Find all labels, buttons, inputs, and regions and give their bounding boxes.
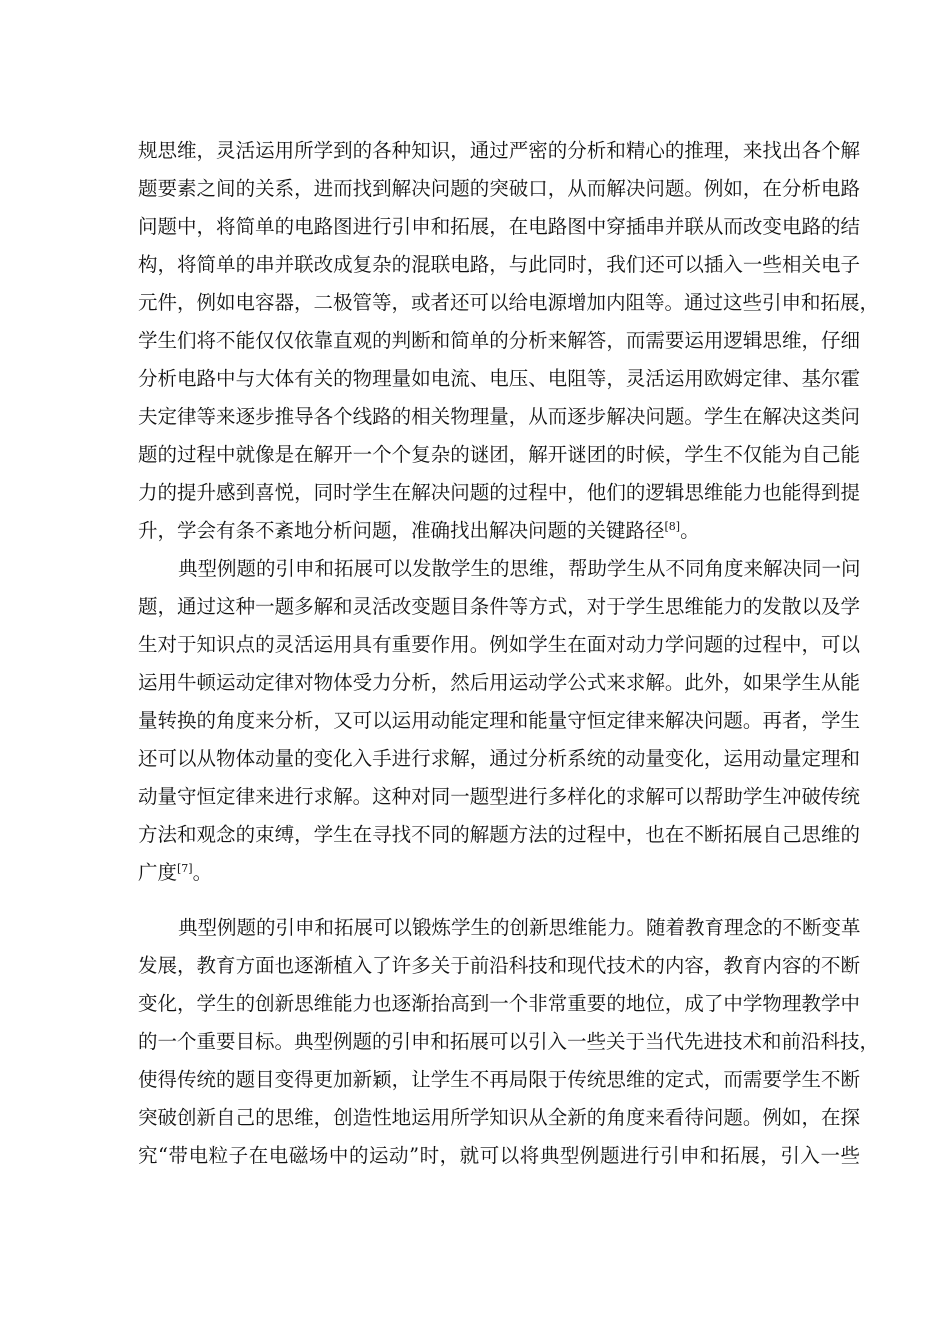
text-line: 夫定律等来逐步推导各个线路的相关物理量，从而逐步解决问题。学生在解决这类问	[138, 405, 860, 428]
text-line: 力的提升感到喜悦，同时学生在解决问题的过程中，他们的逻辑思维能力也能得到提	[138, 481, 860, 504]
text-line: 元件，例如电容器，二极管等，或者还可以给电源增加内阻等。通过这些引申和拓展，	[138, 291, 880, 314]
text-line: 量转换的角度来分析，又可以运用动能定理和能量守恒定律来解决问题。再者，学生	[138, 709, 860, 732]
text-line: 动量守恒定律来进行求解。这种对同一题型进行多样化的求解可以帮助学生冲破传统	[138, 785, 860, 808]
text-line-last	[138, 855, 860, 891]
text-line: 构，将简单的串并联改成复杂的混联电路，与此同时，我们还可以插入一些相关电子	[138, 253, 860, 276]
text-line: 题，通过这种一题多解和灵活改变题目条件等方式，对于学生思维能力的发散以及学	[138, 595, 860, 618]
text-line: 题的过程中就像是在解开一个个复杂的谜团，解开谜团的时候，学生不仅能为自己能	[138, 443, 860, 466]
text-line: 究“带电粒子在电磁场中的运动”时，就可以将典型例题进行引申和拓展，引入一些	[138, 1144, 860, 1167]
text-line-last	[138, 513, 860, 549]
text-span: 。	[192, 861, 213, 884]
text-line: 题要素之间的关系，进而找到解决问题的突破口，从而解决问题。例如，在分析电路	[138, 177, 860, 200]
text-line: 发展，教育方面也逐渐植入了许多关于前沿科技和现代技术的内容，教育内容的不断	[138, 954, 860, 977]
text-line: 问题中，将简单的电路图进行引申和拓展，在电路图中穿插串并联从而改变电路的结	[138, 215, 860, 238]
text-line: 突破创新自己的思维，创造性地运用所学知识从全新的角度来看待问题。例如，在探	[138, 1106, 860, 1129]
text-line: 规思维，灵活运用所学到的各种知识，通过严密的分析和精心的推理，来找出各个解	[138, 139, 860, 162]
text-line: 分析电路中与大体有关的物理量如电流、电压、电阻等，灵活运用欧姆定律、基尔霍	[138, 367, 860, 390]
citation-ref: [8]	[664, 520, 681, 533]
text-span: 升，学会有条不紊地分析问题，准确找出解决问题的关键路径	[138, 519, 665, 542]
citation-ref: [7]	[177, 862, 193, 875]
text-line: 典型例题的引申和拓展可以锻炼学生的创新思维能力。随着教育理念的不断变革	[178, 916, 861, 939]
text-span: 广度	[138, 861, 178, 884]
text-span: 。	[680, 519, 700, 542]
text-line: 典型例题的引申和拓展可以发散学生的思维，帮助学生从不同角度来解决同一问	[178, 557, 861, 580]
text-line: 方法和观念的束缚，学生在寻找不同的解题方法的过程中，也在不断拓展自己思维的	[138, 823, 860, 846]
text-line: 变化，学生的创新思维能力也逐渐抬高到一个非常重要的地位，成了中学物理教学中	[138, 992, 860, 1015]
text-line: 学生们将不能仅仅依靠直观的判断和简单的分析来解答，而需要运用逻辑思维，仔细	[138, 329, 860, 352]
text-line: 还可以从物体动量的变化入手进行求解，通过分析系统的动量变化，运用动量定理和	[138, 747, 860, 770]
text-line: 生对于知识点的灵活运用具有重要作用。例如学生在面对动力学问题的过程中，可以	[138, 633, 860, 656]
text-line: 的一个重要目标。典型例题的引申和拓展可以引入一些关于当代先进技术和前沿科技，	[138, 1030, 880, 1053]
text-line: 运用牛顿运动定律对物体受力分析，然后用运动学公式来求解。此外，如果学生从能	[138, 671, 860, 694]
text-line: 使得传统的题目变得更加新颖，让学生不再局限于传统思维的定式，而需要学生不断	[138, 1068, 860, 1091]
